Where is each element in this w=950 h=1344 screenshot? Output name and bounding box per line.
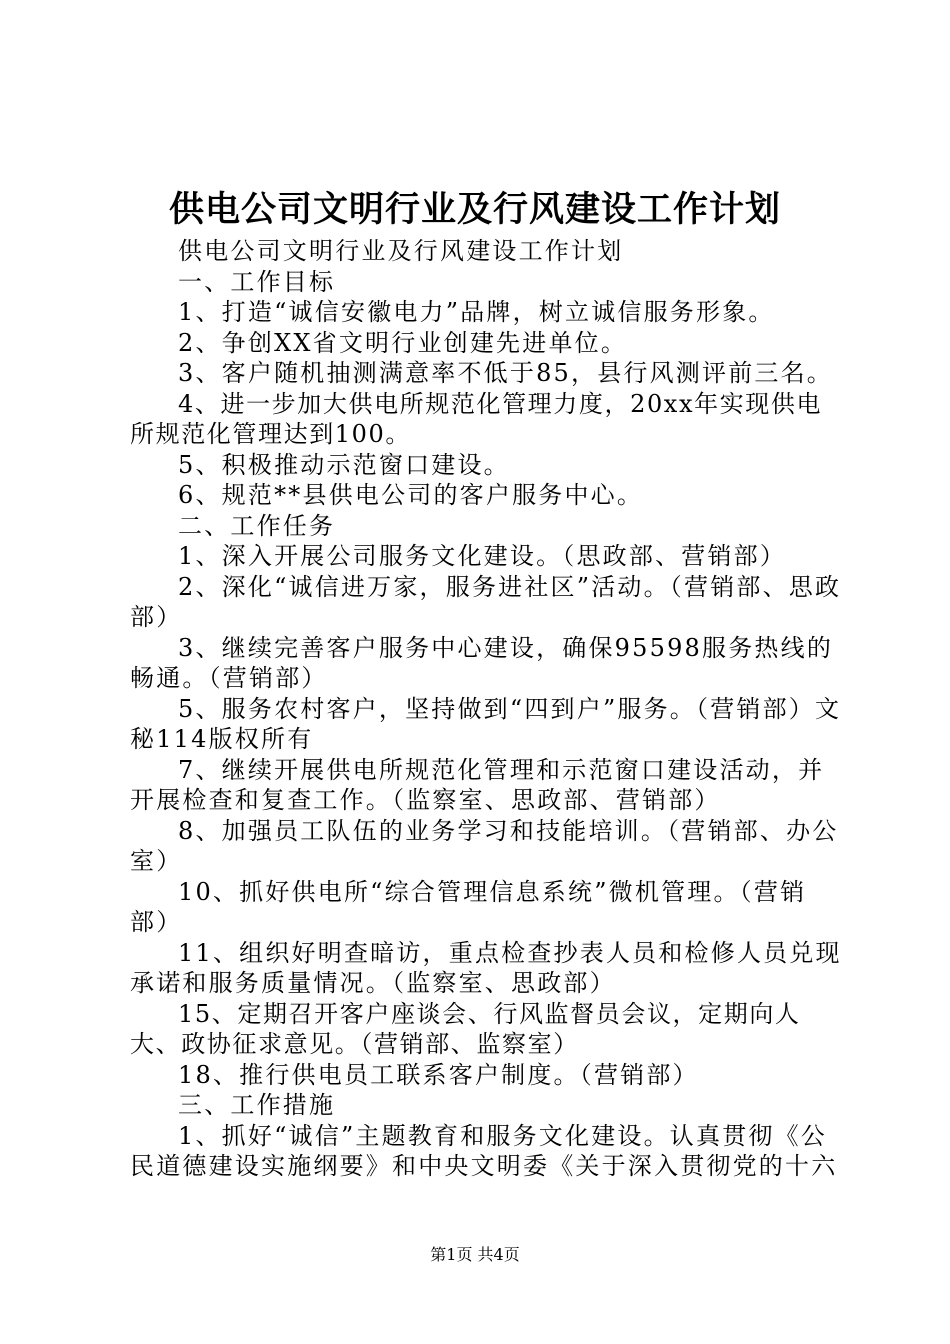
paragraph-subtitle: 供电公司文明行业及行风建设工作计划 (178, 237, 624, 265)
task-item: 8、加强员工队伍的业务学习和技能培训。（营销部、办公室） (130, 816, 839, 875)
document-title: 供电公司文明行业及行风建设工作计划 (168, 189, 781, 230)
page-number: 第1页 共4页 (430, 1245, 520, 1264)
goal-item: 5、积极推动示范窗口建设。 (178, 450, 510, 479)
goal-item: 6、规范**县供电公司的客户服务中心。 (178, 481, 644, 509)
measure-item: 1、抓好“诚信”主题教育和服务文化建设。认真贯彻《公民道德建设实施纲要》和中央文明委《关于深入贯彻党的十六 (130, 1121, 838, 1180)
document-body (130, 236, 846, 1182)
goal-item: 1、打造“诚信安徽电力”品牌，树立诚信服务形象。 (178, 298, 775, 326)
task-item: 7、继续开展供电所规范化管理和示范窗口建设活动，并开展检查和复查工作。（监察室、思政部、营销部） (130, 755, 825, 814)
task-item: 3、继续完善客户服务中心建设，确保95598服务热线的畅通。（营销部） (130, 633, 834, 692)
heading-goals: 一、工作目标 (178, 267, 336, 296)
task-item: 5、服务农村客户，坚持做到“四到户”服务。（营销部）文秘114版权所有 (130, 694, 842, 753)
task-item: 1、深入开展公司服务文化建设。（思政部、营销部） (178, 542, 787, 570)
goal-item: 4、进一步加大供电所规范化管理力度，20xx年实现供电所规范化管理达到100。 (130, 389, 823, 448)
task-item: 15、定期召开客户座谈会、行风监督员会议，定期向人大、政协征求意见。（营销部、监察室） (130, 999, 801, 1058)
goal-item: 3、客户随机抽测满意率不低于85，县行风测评前三名。 (178, 359, 834, 387)
heading-tasks: 二、工作任务 (178, 511, 336, 540)
task-item: 18、推行供电员工联系客户制度。（营销部） (178, 1060, 699, 1089)
task-item: 10、抓好供电所“综合管理信息系统”微机管理。（营销部） (130, 877, 807, 936)
task-item: 2、深化“诚信进万家，服务进社区”活动。（营销部、思政部） (130, 572, 842, 631)
goal-item: 2、争创XX省文明行业创建先进单位。 (178, 328, 628, 357)
task-item: 11、组织好明查暗访，重点检查抄表人员和检修人员兑现承诺和服务质量情况。（监察室、思政部） (130, 938, 842, 997)
heading-measures: 三、工作措施 (178, 1091, 336, 1119)
